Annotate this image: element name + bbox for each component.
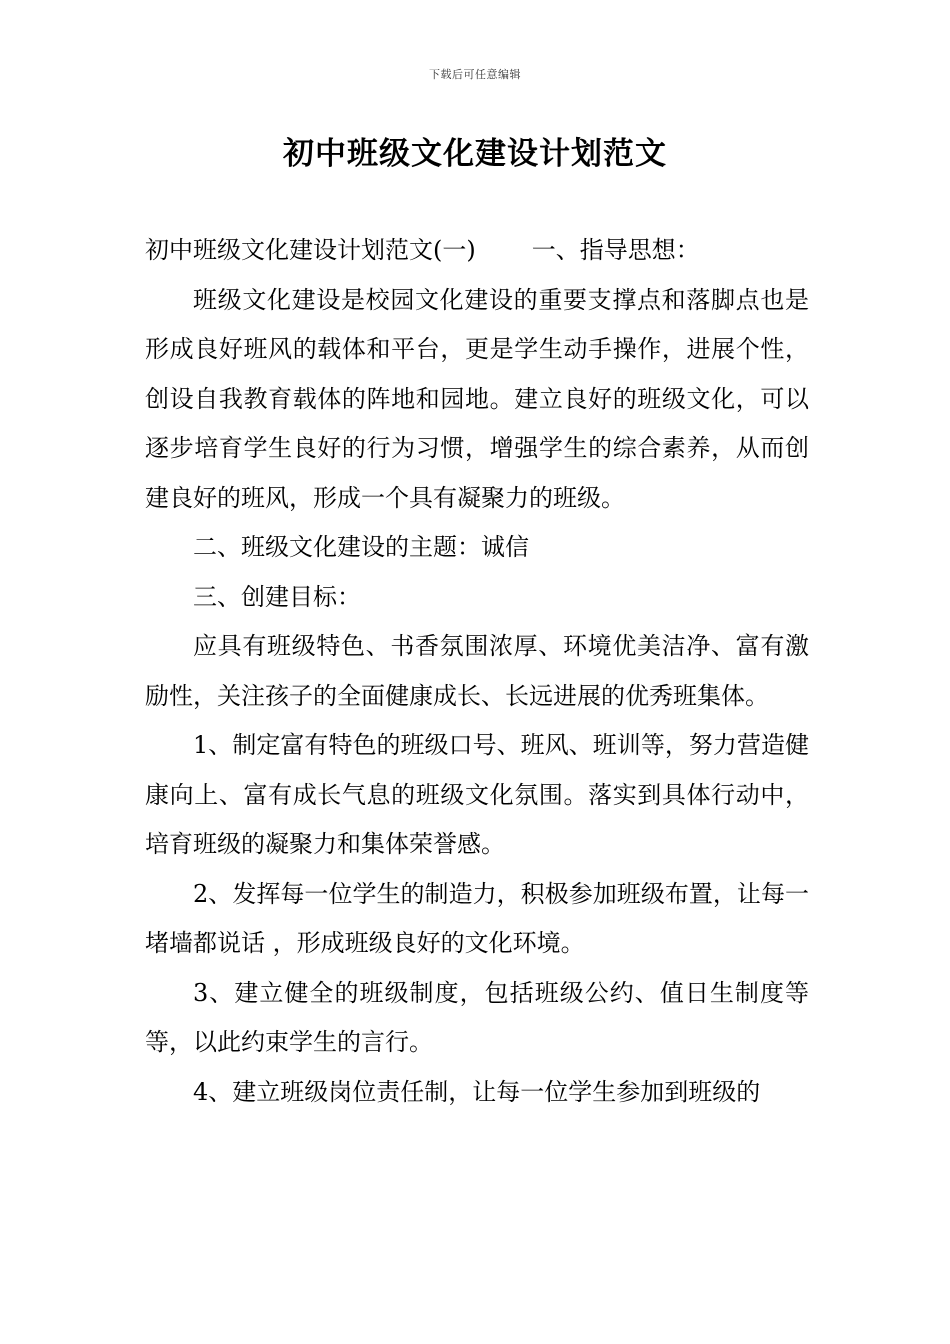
document-title: 初中班级文化建设计划范文 — [283, 136, 667, 172]
list-item-1: 1、制定富有特色的班级口号、班风、班训等，努力营造健康向上、富有成长气息的班级文化氛围。落实到具体行动中，培育班级的凝聚力和集体荣誉感。 — [145, 731, 809, 858]
paragraph-guiding-ideas: 班级文化建设是校园文化建设的重要支撑点和落脚点也是形成良好班风的载体和平台，更是学生动手操作，进展个性，创设自我教育载体的阵地和园地。建立良好的班级文化，可以逐步培育学生良好的行为习惯，增强学生的综合素养，从而创建良好的班风，形成一个具有凝聚力的班级。 — [145, 285, 809, 512]
section-heading-theme: 二、班级文化建设的主题：诚信 — [193, 533, 529, 561]
section-heading-guiding-ideas: 一、指导思想： — [531, 236, 700, 264]
paragraph-goals: 应具有班级特色、书香氛围浓厚、环境优美洁净、富有激励性，关注孩子的全面健康成长、长远进展的优秀班集体。 — [145, 632, 809, 710]
list-item-2: 2、发挥每一位学生的制造力，积极参加班级布置，让每一堵墙都说话 ，形成班级良好的文化环境。 — [145, 879, 809, 957]
section-heading-goals: 三、创建目标： — [193, 582, 361, 611]
list-item-3: 3、建立健全的班级制度，包括班级公约、值日生制度等等，以此约束学生的言行。 — [145, 978, 809, 1056]
part-label: 初中班级文化建设计划范文(一) — [145, 236, 476, 264]
header-note: 下载后可任意编辑 — [429, 68, 521, 81]
document-body — [145, 226, 809, 1117]
lead-line — [145, 226, 809, 276]
list-item-4: 4、建立班级岗位责任制，让每一位学生参加到班级的 — [193, 1077, 761, 1106]
